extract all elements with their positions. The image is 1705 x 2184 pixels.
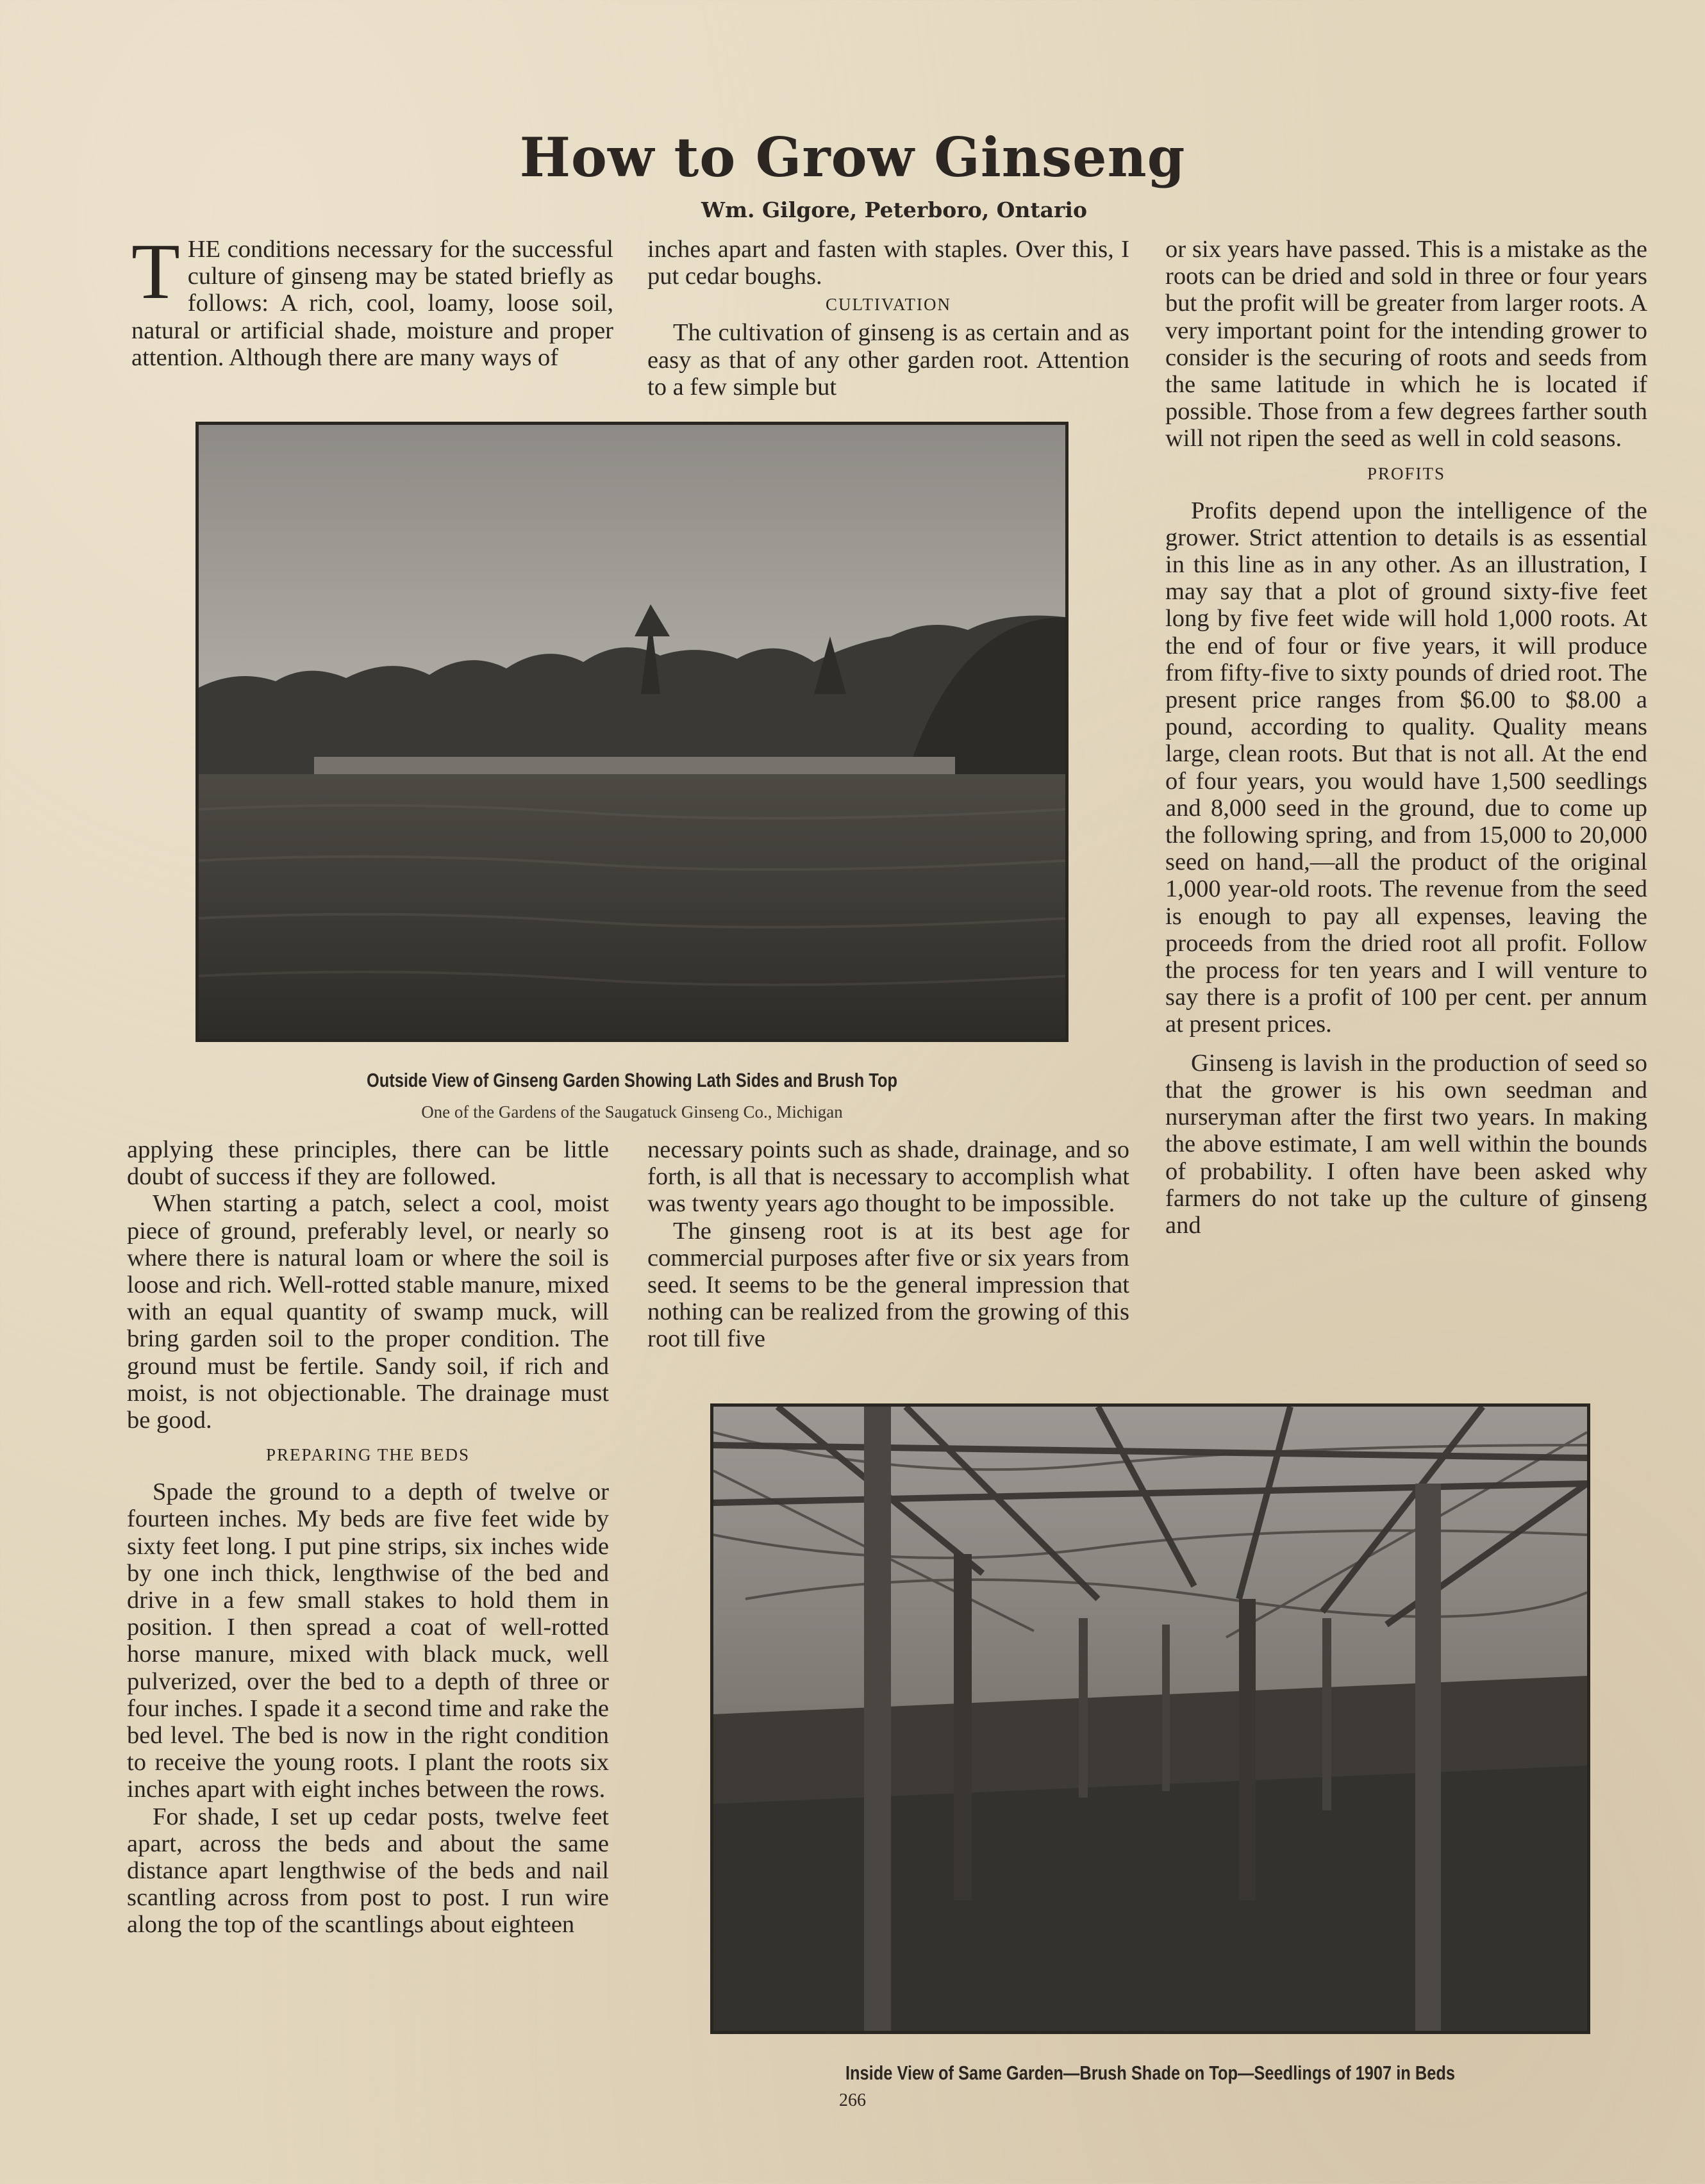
paragraph: HE conditions necessary for the successful culture of ginseng may be stated briefly as follows: A rich, cool, loamy, loose soil, natural or artificial shade, moisture and proper attention. Although there are many ways of — [131, 236, 613, 371]
paragraph: Profits depend upon the intelligence of the grower. Strict attention to details is as essential in this line as in any other. As an illustration, I may say that a plot of ground sixty-five feet long by five feet wide will hold 1,000 roots. At the end of four or five years, it will produce from fifty-five to sixty pounds of dried root. The present price ranges from $6.00 to $8.00 a pound, according to quality. Quality means large, clean roots. But that is not all. At the end of four years, you would have 1,500 seedlings and 8,000 seed in the ground, due to come up the following spring, and from 15,000 to 20,000 seed on hand,—all the product of the original 1,000 year-old roots. The revenue from the seed is enough to pay all expenses, leaving the proceeds from the dried root all profit. Follow the process for ten years and I will venture to say there is a profit of 100 per cent. per annum at present prices. — [1165, 497, 1647, 1038]
paragraph: When starting a patch, select a cool, moist piece of ground, preferably level, or nearly so where there is natural loam or where the soil is loose and rich. Well-rotted stable manure, mixed with an equal quantity of swamp muck, will bring garden soil to the proper condition. The ground must be fertile. Sandy soil, if rich and moist, is not objectionable. The drainage must be good. — [127, 1190, 609, 1434]
section-heading-preparing-beds: PREPARING THE BEDS — [265, 1445, 470, 1465]
article-title: How to Grow Ginseng — [519, 126, 1186, 189]
column-1-bottom — [127, 1136, 609, 1939]
photo-2-caption: Inside View of Same Garden—Brush Shade on Top—Seedlings of 1907 in Beds — [845, 2062, 1456, 2084]
paragraph: applying these principles, there can be little doubt of success if they are followed. — [127, 1136, 609, 1191]
garden-inside-image — [713, 1407, 1587, 2031]
paragraph: Ginseng is lavish in the production of seed so that the grower is his own seedman and nurseryman after the first two years. In making the above estimate, I am well within the bounds of probability. I often have been asked why farmers do not take up the culture of ginseng and — [1165, 1049, 1647, 1239]
photo-1-caption: Outside View of Ginseng Garden Showing Lath Sides and Brush Top — [366, 1069, 898, 1091]
column-2-bottom — [647, 1136, 1129, 1353]
column-3 — [1165, 236, 1647, 1239]
paragraph: The cultivation of ginseng is as certain and as easy as that of any other garden root. Attention to a few simple but — [647, 319, 1129, 401]
paragraph: inches apart and fasten with staples. Over this, I put cedar boughs. — [647, 236, 1129, 290]
paragraph: necessary points such as shade, drainage, and so forth, is all that is necessary to accomplish what was twenty years ago thought to be impossible. — [647, 1136, 1129, 1218]
garden-outside-image — [199, 425, 1065, 1039]
column-1-top — [131, 228, 613, 371]
page-number: 266 — [839, 2090, 866, 2110]
column-2-top — [647, 236, 1129, 401]
paragraph: Spade the ground to a depth of twelve or fourteen inches. My beds are five feet wide by sixty feet long. I put pine strips, six inches wide by one inch thick, lengthwise of the bed and drive in a few small stakes to hold them in position. I then spread a coat of well-rotted horse manure, mixed with black muck, well pulverized, over the bed to a depth of three or four inches. I spade it a second time and rake the bed level. The bed is now in the right condition to receive the young roots. I plant the roots six inches apart with eight inches between the rows. — [127, 1478, 609, 1803]
paragraph: The ginseng root is at its best age for commercial purposes after five or six years from seed. It seems to be the general impression that nothing can be realized from the growing of this root till five — [647, 1217, 1129, 1353]
photo-1-credit: One of the Gardens of the Saugatuck Ginseng Co., Michigan — [421, 1102, 843, 1121]
paragraph: For shade, I set up cedar posts, twelve feet apart, across the beds and about the same distance apart lengthwise of the beds and nail scantling across from post to post. I run wire along the top of the scantlings about eighteen — [127, 1803, 609, 1939]
drop-cap: T — [131, 228, 180, 315]
article-byline: Wm. Gilgore, Peterboro, Ontario — [701, 197, 1087, 222]
section-heading-cultivation: CULTIVATION — [825, 295, 951, 315]
garden-outside-photo — [195, 422, 1069, 1042]
paragraph: or six years have passed. This is a mistake as the roots can be dried and sold in three or four years but the profit will be greater from larger roots. A very important point for the intending grower to consider is the securing of roots and seeds from the same latitude in which he is located if possible. Those from a few degrees farther south will not ripen the seed as well in cold seasons. — [1165, 236, 1647, 452]
section-heading-profits: PROFITS — [1367, 463, 1446, 483]
garden-inside-photo — [710, 1403, 1590, 2034]
